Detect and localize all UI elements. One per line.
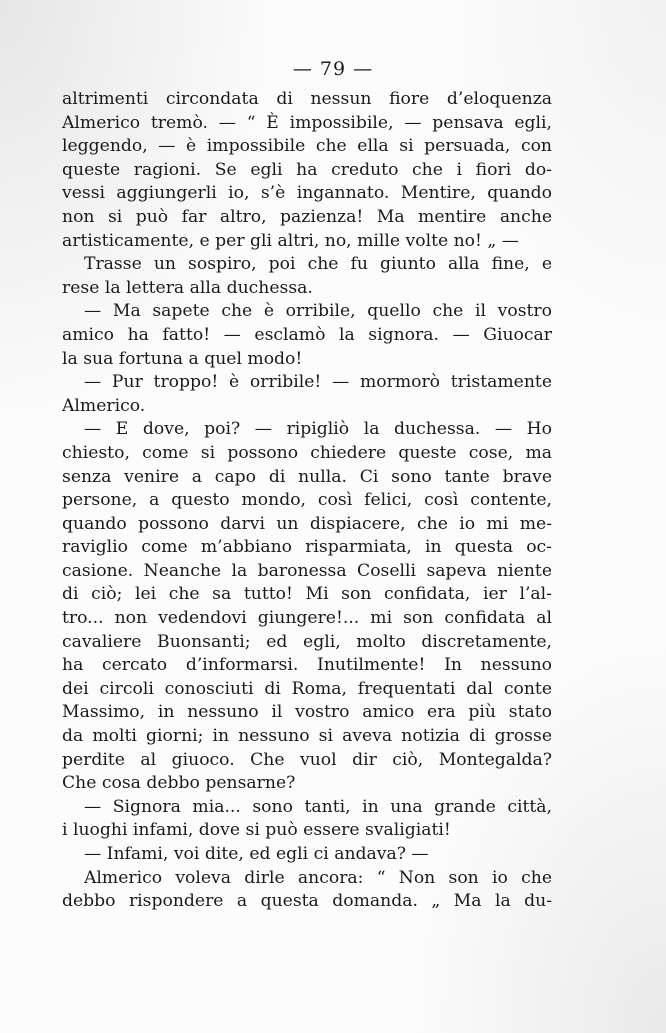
text-line: non si può far altro, pazienza! Ma mentire anche [62,206,552,227]
text-line: perdite al giuoco. Che vuol dir ciò, Montegalda? [62,749,552,770]
text-line: casione. Neanche la baronessa Coselli sapeva niente [62,560,552,581]
text-line: amico ha fatto! — esclamò la signora. — Giuocar [62,324,552,345]
text-line: quando possono darvi un dispiacere, che io mi me- [62,513,552,534]
text-line: persone, a questo mondo, così felici, così contente, [62,490,552,511]
text-line: — Ma sapete che è orribile, quello che il vostro [84,301,552,322]
text-line: Almerico voleva dirle ancora: “ Non son io che [84,867,552,888]
text-line: i luoghi infami, dove si può essere svaligiati! [62,820,451,841]
text-line: cavaliere Buonsanti; ed egli, molto discretamente, [62,631,552,652]
text-line: artisticamente, e per gli altri, no, mille volte no! „ — [62,230,519,251]
text-line: di ciò; lei che sa tutto! Mi son confidata, ier l’al- [62,584,552,605]
text-line: debbo rispondere a questa domanda. „ Ma la du- [62,891,552,912]
body-text [62,88,552,914]
text-line: raviglio come m’abbiano risparmiata, in questa oc- [62,537,552,558]
text-line: tro... non vedendovi giungere!... mi son confidata al [62,608,552,629]
text-line: chiesto, come si possono chiedere queste cose, ma [62,442,552,463]
text-line: Almerico. [62,395,146,416]
text-line: ha cercato d’informarsi. Inutilmente! In nessuno [62,655,552,676]
text-line: Trasse un sospiro, poi che fu giunto alla fine, e [84,254,552,275]
text-line: — E dove, poi? — ripigliò la duchessa. — Ho [84,419,552,440]
text-line: — Pur troppo! è orribile! — mormorò tristamente [84,372,552,393]
text-line: Che cosa debbo pensarne? [62,773,296,794]
text-line: — Infami, voi dite, ed egli ci andava? — [84,844,429,864]
text-line: queste ragioni. Se egli ha creduto che i fiori do- [62,159,552,180]
text-line: Massimo, in nessuno il vostro amico era più stato [62,702,552,723]
text-line: leggendo, — è impossibile che ella si persuada, con [62,136,552,157]
page-number: — 79 — [292,58,374,80]
text-line: senza venire a capo di nulla. Ci sono tante brave [62,466,552,487]
text-line: dei circoli conosciuti di Roma, frequentati dal conte [62,678,552,699]
text-line: Almerico tremò. — “ È impossibile, — pensava egli, [62,112,552,133]
text-line: da molti giorni; in nessuno si aveva notizia di grosse [62,726,552,747]
text-line: la sua fortuna a quel modo! [62,348,303,369]
text-line: rese la lettera alla duchessa. [62,277,313,298]
text-line: — Signora mia... sono tanti, in una grande città, [84,796,552,817]
text-line: vessi aggiungerli io, s’è ingannato. Mentire, quando [62,183,552,204]
text-line: altrimenti circondata di nessun fiore d’eloquenza [62,89,552,109]
